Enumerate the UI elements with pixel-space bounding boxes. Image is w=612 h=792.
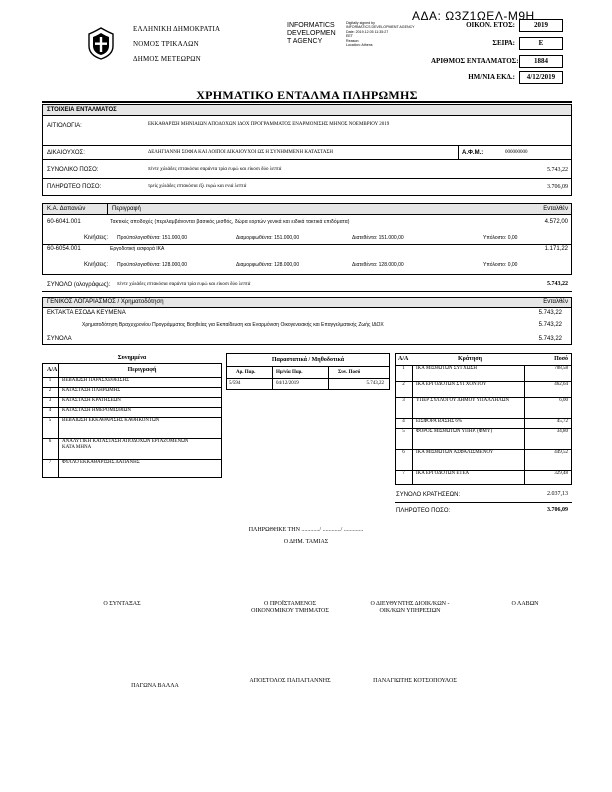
list-item: [42, 439, 222, 460]
item-number: 1: [48, 378, 52, 383]
signature-detail: Digitally signed by: [346, 21, 375, 25]
signatory-role: Ο ΠΡΟΪΣΤΑΜΕΝΟΣ ΟΙΚΟΝΟΜΙΚΟΥ ΤΜΗΜΑΤΟΣ: [251, 601, 329, 614]
deduction-name: ΦΟΡΟΣ ΜΙΣΘΩΤΩΝ ΥΠΗΡ. (ΦΜΥ): [416, 429, 493, 434]
afm-value: 000000000: [505, 150, 528, 155]
ada-code: ΑΔΑ: Ω3Ζ1ΩΕΛ-Μ9Η: [412, 9, 535, 23]
col-description: Περιγραφή: [112, 206, 141, 212]
field-value: 1884: [519, 55, 563, 68]
organization-block: [133, 25, 220, 63]
signatory-role: Ο ΔΙΕΥΘΥΝΤΗΣ ΔΙΟΙΚ/ΚΩΝ - ΟΙΚ/ΚΩΝ ΥΠΗΡΕΣΙΩΝ: [370, 601, 450, 614]
deductions-total-label: ΣΥΝΟΛΟ ΚΡΑΤΗΣΕΩΝ:: [396, 492, 461, 498]
budget-description: Τακτικές αποδοχές (περιλαμβάνονται βασικός μισθός, δώρα εορτών γενικά και ειδικά τακτικά επιδόματα): [110, 219, 350, 225]
header-fields: [431, 17, 565, 85]
ledger-group-value: 5.743,22: [538, 310, 562, 316]
deduction-number: 4: [402, 419, 405, 424]
field-series: [431, 35, 565, 51]
ledger-group: ΕΚΤΑΚΤΑ ΕΣΟΔΑ ΚΕΥΜΕΝΑ: [47, 310, 126, 316]
ledger-line-value: 5.743,22: [538, 322, 562, 328]
ledger-line: Χρηματοδότηση Βραχυχρονίου Προγράμματος Βοηθείας για Εκπαίδευση και Εναρμόνιση Οικογενειακής και Επαγγελματικής Ζωής ΙΔΟΧ: [82, 322, 384, 328]
budget-code: 60-6054.001: [47, 246, 81, 252]
dikaiouxos-label: ΔΙΚΑΙΟΥΧΟΣ:: [47, 150, 85, 156]
signature-agency: [287, 22, 336, 46]
item-text: ΚΑΤΑΣΤΑΣΗ ΚΡΑΤΗΣΕΩΝ: [62, 398, 121, 403]
budget-allocated: Διατεθέντα: 128.000,00: [352, 262, 404, 268]
divider: [226, 378, 390, 379]
divider: [226, 366, 390, 367]
deduction-name: ΙΚΑ ΜΙΣΘΩΤΩΝ ΑΣΦΑΛΙΣΜΕΝΟΥ: [416, 450, 494, 455]
signatory-role: Ο ΣΥΝΤΑΞΑΣ: [103, 601, 141, 607]
item-text: ΒΕΒΑΙΩΣΗ ΠΑΡΑΣΧΕΘΕΙΣΗΣ: [62, 378, 129, 383]
deductions-total-value: 2.037,13: [547, 491, 568, 497]
list-item: [42, 408, 222, 418]
item-text: ΚΑΤΑΣΤΑΣΗ ΠΛΗΡΩΜΗΣ: [62, 388, 121, 393]
deduction-number: 6: [402, 450, 405, 455]
attachments-title: Συνημμένα: [117, 355, 147, 361]
col-code: Κ.Α. Δαπανών: [47, 206, 86, 212]
deduction-row: [395, 450, 572, 471]
reference-date: 04/12/2019: [276, 381, 299, 386]
field-label: ΟΙΚΟΝ. ΕΤΟΣ:: [466, 21, 515, 29]
attachments-list: [42, 378, 222, 469]
divider: [395, 502, 572, 503]
signatory-name: ΑΠΟΣΤΟΛΟΣ ΠΑΠΑΓΙΑΝΝΗΣ: [249, 678, 331, 684]
divider: [42, 244, 572, 245]
page-title: ΧΡΗΜΑΤΙΚΟ ΕΝΤΑΛΜΑ ΠΛΗΡΩΜΗΣ: [196, 88, 418, 102]
agency-line: T AGENCY: [287, 38, 323, 45]
item-text: ΦΥΛΛΟ ΕΚΚΑΘΑΡΙΣΗΣ ΔΑΠΑΝΗΣ: [62, 460, 140, 465]
greek-emblem-icon: [86, 26, 116, 60]
deduction-amount: 462,64: [554, 382, 568, 387]
ledger-total-label: ΣΥΝΟΛΑ: [47, 336, 72, 342]
signature-detail: INFORMATICS DEVELOPMENT AGENCY: [346, 25, 415, 30]
deductions-col-amount: Ποσό: [554, 356, 568, 362]
cashier-title: Ο ΔΗΜ. ΤΑΜΙΑΣ: [283, 539, 329, 545]
reference-no: 5/594: [229, 381, 241, 386]
list-item: [42, 378, 222, 388]
deduction-row: [395, 398, 572, 419]
deduction-number: 5: [402, 429, 405, 434]
deduction-row: [395, 382, 572, 398]
deduction-amount: 34,80: [556, 429, 568, 434]
signatory-role: Ο ΛΑΒΩΝ: [511, 601, 539, 607]
reference-amount: 5.743,22: [366, 381, 384, 386]
budget-planned: Προϋπολογισθέντα: 151.000,00: [117, 235, 188, 241]
deductions-payable-label: ΠΛΗΡΩΤΕΟ ΠΟΣΟ:: [396, 508, 451, 514]
budget-code: 60-6041.001: [47, 219, 81, 225]
budget-formed: Διαμορφωθέντα: 128.000,00: [236, 262, 300, 268]
divider: [42, 307, 572, 308]
budget-formed: Διαμορφωθέντα: 151.000,00: [236, 235, 300, 241]
total-label: ΣΥΝΟΛΙΚΟ ΠΟΣΟ:: [47, 167, 99, 173]
deduction-name: ΙΚΑ ΕΡΓΟΔΟΤΩΝ ΣΥΓΧΟΝΤΟΥ: [416, 382, 487, 387]
dikaiouxos-value: ΔΕΛΗΓΙΑΝΝΗ ΣΟΦΙΑ ΚΑΙ ΛΟΙΠΟΙ ΔΙΚΑΙΟΥΧΟΙ ΩΣ Η ΣΥΝΗΜΜΕΝΗ ΚΑΤΑΣΤΑΣΗ: [148, 150, 334, 155]
field-value: 2019: [519, 19, 563, 32]
budget-total-label: ΣΥΝΟΛΟ (ολογράφως):: [47, 282, 111, 288]
agency-line: DEVELOPMEN: [287, 30, 336, 37]
deduction-amount: 708,58: [554, 366, 568, 371]
deduction-number: 3: [402, 398, 405, 403]
ledger-col-amount: Ενταλθέν: [543, 299, 568, 305]
field-value: Ε: [519, 37, 563, 50]
budget-planned: Προϋπολογισθέντα: 128.000,00: [117, 262, 188, 268]
signature-detail: Date: 2019.12.05 11:35:27: [346, 29, 389, 34]
field-label: ΗΜ/ΝΙΑ ΕΚΔ.:: [468, 73, 515, 81]
aitiologia-label: ΑΙΤΙΟΛΟΓΙΑ:: [47, 123, 82, 129]
deduction-row: [395, 429, 572, 450]
deduction-amount: 45,72: [556, 419, 568, 424]
signature-detail: Reason:: [346, 38, 360, 43]
attachments-col-no: Α/Α: [47, 367, 58, 373]
signatory-name: ΠΑΓΩΝΑ ΒΑΛΛΑ: [131, 683, 179, 689]
col-amount: Ενταλθέν: [543, 206, 568, 212]
divider: [42, 145, 572, 146]
item-number: 5: [48, 418, 52, 423]
field-year: [431, 17, 565, 33]
budget-total-words: πέντε χιλιάδες επτακόσια σαράντα τρία ευρώ και είκοσι δύο λεπτά: [117, 282, 251, 287]
field-value: 4/12/2019: [519, 71, 563, 84]
field-label: ΑΡΙΘΜΟΣ ΕΝΤΑΛΜΑΤΟΣ:: [431, 57, 519, 65]
budget-allocated: Διατεθέντα: 151.000,00: [352, 235, 404, 241]
budget-remaining: Υπόλοιπο: 0,00: [483, 235, 518, 241]
deduction-name: ΙΚΑ ΕΡΓΟΔΟΤΩΝ ΕΤΕΑ: [416, 471, 470, 476]
divider: [458, 145, 459, 159]
ledger-col-description: ΓΕΝΙΚΟΣ ΛΟΓΑΡΙΑΣΜΟΣ / Χρηματοδότηση: [47, 299, 164, 305]
paid-date-line: ΠΛΗΡΩΘΗΚΕ ΤΗΝ ............/ ............/ .............: [248, 527, 364, 533]
list-item: [42, 398, 222, 408]
references-col-date: Ημ/νία Παρ.: [276, 370, 303, 375]
title-rule: [42, 101, 572, 103]
item-number: 7: [48, 460, 52, 465]
deduction-number: 1: [402, 366, 405, 371]
references-title: Παραστατικά / Μηθοδοτικά: [271, 357, 345, 363]
budget-amount: 1.171,22: [544, 246, 568, 252]
item-number: 4: [48, 408, 52, 413]
deduction-number: 2: [402, 382, 405, 387]
item-text: ΑΝΑΛΥΤΙΚΗ ΚΑΤΑΣΤΑΣΗ ΑΠΟΔΟΧΩΝ ΕΡΓΑΖΟΜΕΝΩΝ ΚΑΤΑ ΜΗΝΑ: [62, 439, 189, 450]
divider: [42, 159, 572, 160]
total-value: 5.743,22: [547, 167, 568, 173]
ledger-total-value: 5.743,22: [538, 336, 562, 342]
deductions-col-no: Α/Α: [398, 356, 409, 362]
agency-line: INFORMATICS: [287, 22, 335, 29]
divider: [328, 366, 329, 390]
deduction-name: ΕΙΣΦΟΡΑ ΒΑΣΗΣ 6%: [416, 419, 463, 424]
deduction-row: [395, 419, 572, 429]
elements-heading: ΣΤΟΙΧΕΙΑ ΕΝΤΑΛΜΑΤΟΣ: [43, 105, 571, 115]
list-item: [42, 388, 222, 398]
org-line: ΝΟΜΟΣ ΤΡΙΚΑΛΩΝ: [133, 40, 199, 48]
field-date: [431, 69, 565, 85]
deduction-row: [395, 471, 572, 483]
deductions-col-desc: Κράτηση: [457, 356, 483, 362]
payable-words: τρείς χιλιάδες επτακόσια έξι ευρώ και ενιά λεπτά: [148, 184, 247, 189]
divider: [272, 366, 273, 390]
divider: [42, 214, 572, 215]
item-text: ΒΕΒΑΙΩΣΗ ΕΚΚΑΘΑΡΙΣΗΣ ΚΑΘΗΚΟΝΤΩΝ: [62, 418, 160, 423]
divider: [42, 291, 572, 292]
deduction-amount: 329,48: [554, 471, 568, 476]
references-col-amount: Συν. Ποσό: [338, 370, 361, 375]
payable-value: 3.706,09: [547, 184, 568, 190]
field-number: [431, 53, 565, 69]
digital-signature-details: [346, 21, 415, 47]
signatory-name: ΠΑΝΑΓΙΩΤΗΣ ΚΟΤΣΟΠΟΥΛΟΣ: [373, 678, 457, 684]
item-number: 6: [48, 439, 52, 444]
deduction-amount: 449,52: [554, 450, 568, 455]
org-line: ΔΗΜΟΣ ΜΕΤΕΩΡΩΝ: [133, 55, 201, 63]
deductions-payable-value: 3.706,09: [547, 507, 568, 513]
item-number: 2: [48, 388, 52, 393]
references-col-no: Αρ. Παρ.: [236, 370, 256, 375]
deduction-name: ΙΚΑ ΜΙΣΘΩΤΩΝ ΣΥΓΧΩΣΗ: [416, 366, 478, 371]
payable-label: ΠΛΗΡΩΤΕΟ ΠΟΣΟ:: [47, 184, 102, 190]
list-item: [42, 460, 222, 469]
total-words: πέντε χιλιάδες επτακόσια σαράντα τρία ευρώ και είκοσι δύο λεπτά: [148, 167, 282, 172]
deductions-list: [395, 366, 572, 483]
deduction-name: ΥΠΕΡ ΣΥΛΛΟΓΟΥ ΔΗΜΟΥ ΥΠΑΛΛΗΛΩΝ: [416, 398, 510, 403]
budget-remaining: Υπόλοιπο: 0,00: [483, 262, 518, 268]
divider: [42, 178, 572, 179]
movements-label: Κινήσεις:: [84, 262, 108, 268]
deduction-number: 7: [402, 471, 405, 476]
deduction-row: [395, 366, 572, 382]
deduction-amount: 6,00: [559, 398, 568, 403]
divider: [42, 115, 572, 116]
field-label: ΣΕΙΡΑ:: [492, 39, 515, 47]
budget-description: Εργοδοτική εισφορά ΙΚΑ: [110, 246, 165, 252]
signature-detail: Location: Athens: [346, 43, 373, 48]
divider: [107, 204, 108, 214]
list-item: [42, 418, 222, 439]
budget-amount: 4.572,00: [544, 219, 568, 225]
movements-label: Κινήσεις:: [84, 235, 108, 241]
signature-detail: EET: [346, 34, 353, 39]
item-number: 3: [48, 398, 52, 403]
org-line: ΕΛΛΗΝΙΚΗ ΔΗΜΟΚΡΑΤΙΑ: [133, 25, 221, 33]
afm-label: Α.Φ.Μ.:: [462, 150, 484, 156]
aitiologia-value: ΕΚΚΑΘΑΡΙΣΗ ΜΗΝΙΑΙΩΝ ΑΠΟΔΟΧΩΝ ΙΔΟΧ ΠΡΟΓΡΑΜΜΑΤΟΣ ΕΝΑΡΜΟΝΙΣΗΣ ΜΗΝΟΣ ΝΟΕΜΒΡΙΟΥ 2019: [148, 122, 390, 127]
attachments-col-desc: Περιγραφή: [127, 367, 157, 373]
budget-total-value: 5.743,22: [547, 281, 568, 287]
item-text: ΚΑΤΑΣΤΑΣΗ ΗΜΕΡΟΜΙΣΘΙΩΝ: [62, 408, 132, 413]
